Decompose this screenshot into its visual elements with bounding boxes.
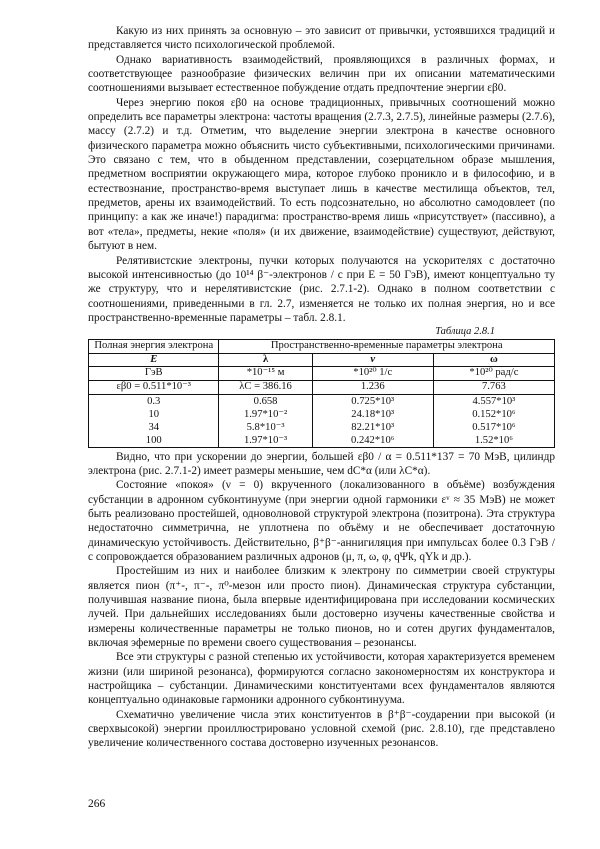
paragraph: Схематично увеличение числа этих конституентов в β⁺β⁻-соударении при высокой (и сверхвысокой) энергии проиллюстрировано условной схемой (рис. 2.8.10), где представлено увеличение количественного состава достоверно изученных резонансов.	[88, 708, 555, 750]
paragraph: Простейшим из них и наиболее близким к электрону по симметрии своей структуры является пион (π⁺-, π⁻-, π⁰-мезон или просто пион). Динамическая структура субстанции, получившая название пиона, была впервые идентифицирована при исследовании космических лучей. При дальнейших исследованиях были достоверно изучены качественные свойства и измерены количественные параметры не только пионов, но и сотен других фундаменталов, включая эфемерные по времени своего существования – резонансы.	[88, 565, 555, 650]
table-cell: 100	[145, 434, 162, 446]
symbol-frequency: ν	[312, 353, 433, 367]
page-text	[88, 24, 555, 751]
frequency-column	[312, 394, 433, 447]
unit-wavelength: *10⁻¹⁵ м	[219, 367, 312, 381]
table-caption: Таблица 2.8.1	[435, 326, 495, 338]
paragraph: Релятивистские электроны, пучки которых получаются на ускорителях с достаточно высокой интенсивностью (до 10¹⁴ β⁻-электронов / с при E = 50 ГэВ), имеют концептуально ту же структуру, что и нерелятивистские (рис. 2.7.1-2). Однако в полном соответствии с соотношениями, приведенными в гл. 2.7, изменяется не только их полная энергия, но и все пространственно-временные параметры – табл. 2.8.1.	[88, 254, 555, 324]
table-symbol-row	[89, 353, 555, 367]
table-units-row	[89, 367, 555, 381]
paragraph: Однако вариативность взаимодействий, проявляющихся в различных формах, и соответствующее разнообразие физических величин при их описании математическими соотношениями вызывает естественное побуждение отдать предпочтение энергии εβ0.	[88, 53, 555, 95]
header-energy: Полная энергия электрона	[89, 340, 219, 354]
table-cell: 0.725*10³	[351, 395, 395, 407]
table-cell: 0.658	[253, 395, 278, 407]
table-cell: 1.97*10⁻³	[243, 434, 288, 446]
table-rest-row	[89, 381, 555, 395]
table-cell: 1.97*10⁻²	[243, 408, 288, 420]
paragraph: Какую из них принять за основную – это зависит от привычки, устоявшихся традиций и представляется чисто психологической проблемой.	[88, 25, 555, 52]
table-cell: 0.517*10⁶	[472, 421, 516, 433]
energy-column	[89, 394, 219, 447]
table-cell: 1.236	[312, 381, 433, 395]
table-cell: 10	[148, 408, 160, 420]
table-data-rows	[89, 394, 555, 447]
table-cell: 0.152*10⁶	[472, 408, 516, 420]
paragraph: Все эти структуры с разной степенью их устойчивости, которая характеризуется временем жизни (или шириной резонанса), формируются согласно закономерностям их конструктора и настройщика – субстанции. Динамическими конституентами всех фундаменталов являются концептуально одинаковые гармоники адронного субконтинуума.	[88, 651, 555, 707]
unit-angular-frequency: *10²⁰ рад/с	[433, 367, 554, 381]
table-cell: 0.242*10⁶	[351, 434, 395, 446]
paragraph: Состояние «покоя» (ν = 0) вкрученного (локализованного в объёме) возбуждения субстанции в адронном субконтинууме (при энергии одной гармоники εᵛ ≈ 35 МэВ) не может быть реализовано простейшей, одноволновой структурой электрона (позитрона). Эта структура недостаточно симметрична, не уплотнена по объёму и не обеспечивает достаточную динамическую устойчивость. Действительно, β⁺β⁻-аннигиляция при импульсах более 0.3 ГэВ / с сопровождается образованием различных адронов (μ, π, ω, φ, qΨk, qΥk и др.).	[88, 479, 555, 563]
page-number: 266	[88, 798, 106, 810]
symbol-wavelength: λ	[219, 353, 312, 367]
table-cell: 82.21*10³	[351, 421, 395, 433]
table-cell: 0.3	[147, 395, 161, 407]
paragraph: Видно, что при ускорении до энергии, большей εβ0 / α = 0.511*137 = 70 МэВ, цилиндр электрона (рис. 2.7.1-2) имеет размеры меньшие, чем dC*α (или λC*α).	[88, 450, 555, 477]
electron-parameters-table	[88, 339, 555, 447]
table-cell: λC = 386.16	[219, 381, 312, 395]
symbol-angular-frequency: ω	[433, 353, 554, 367]
unit-frequency: *10²⁰ 1/с	[312, 367, 433, 381]
table-cell: 7.763	[433, 381, 554, 395]
table-cell: 1.52*10⁶	[474, 434, 513, 446]
paragraph: Через энергию покоя εβ0 на основе традиционных, привычных соотношений можно определить все параметры электрона: частоты вращения (2.7.3, 2.7.5), линейные размеры (2.7.6), массу (2.7.2) и т.д. Отметим, что выделение энергии электрона в качестве основного физического параметра можно объяснить чисто субъективными, психологическими причинами. Это связано с тем, что в обыденном представлении, созерцательном образе мышления, предметном восприятии окружающего мира, которое глубоко проникло и в философию, и в естествознание, пространство-время выступает лишь в качестве местилища объектов, тел, предметов, арены их взаимодействий. То есть подсознательно, но абсолютно самодовлеет (по принципу: а как же иначе!) парадигма: пространство-время лишь «присутствует» (пассивно), а вот «тела», предметы, некие «поля» (и их движение, взаимодействие) существуют, действуют, бытуют в нем.	[88, 96, 555, 253]
table-cell: 4.557*10³	[472, 395, 516, 407]
table-cell: εβ0 = 0.511*10⁻³	[89, 381, 219, 395]
table-header-row	[89, 340, 555, 354]
table-cell: 5.8*10⁻³	[246, 421, 285, 433]
wavelength-column	[219, 394, 312, 447]
angular-frequency-column	[433, 394, 554, 447]
header-params: Пространственно-временные параметры электрона	[219, 340, 555, 354]
unit-energy: ГэВ	[89, 367, 219, 381]
table-cell: 24.18*10³	[351, 408, 395, 420]
table-cell: 34	[148, 421, 160, 433]
symbol-energy: E	[89, 353, 219, 367]
